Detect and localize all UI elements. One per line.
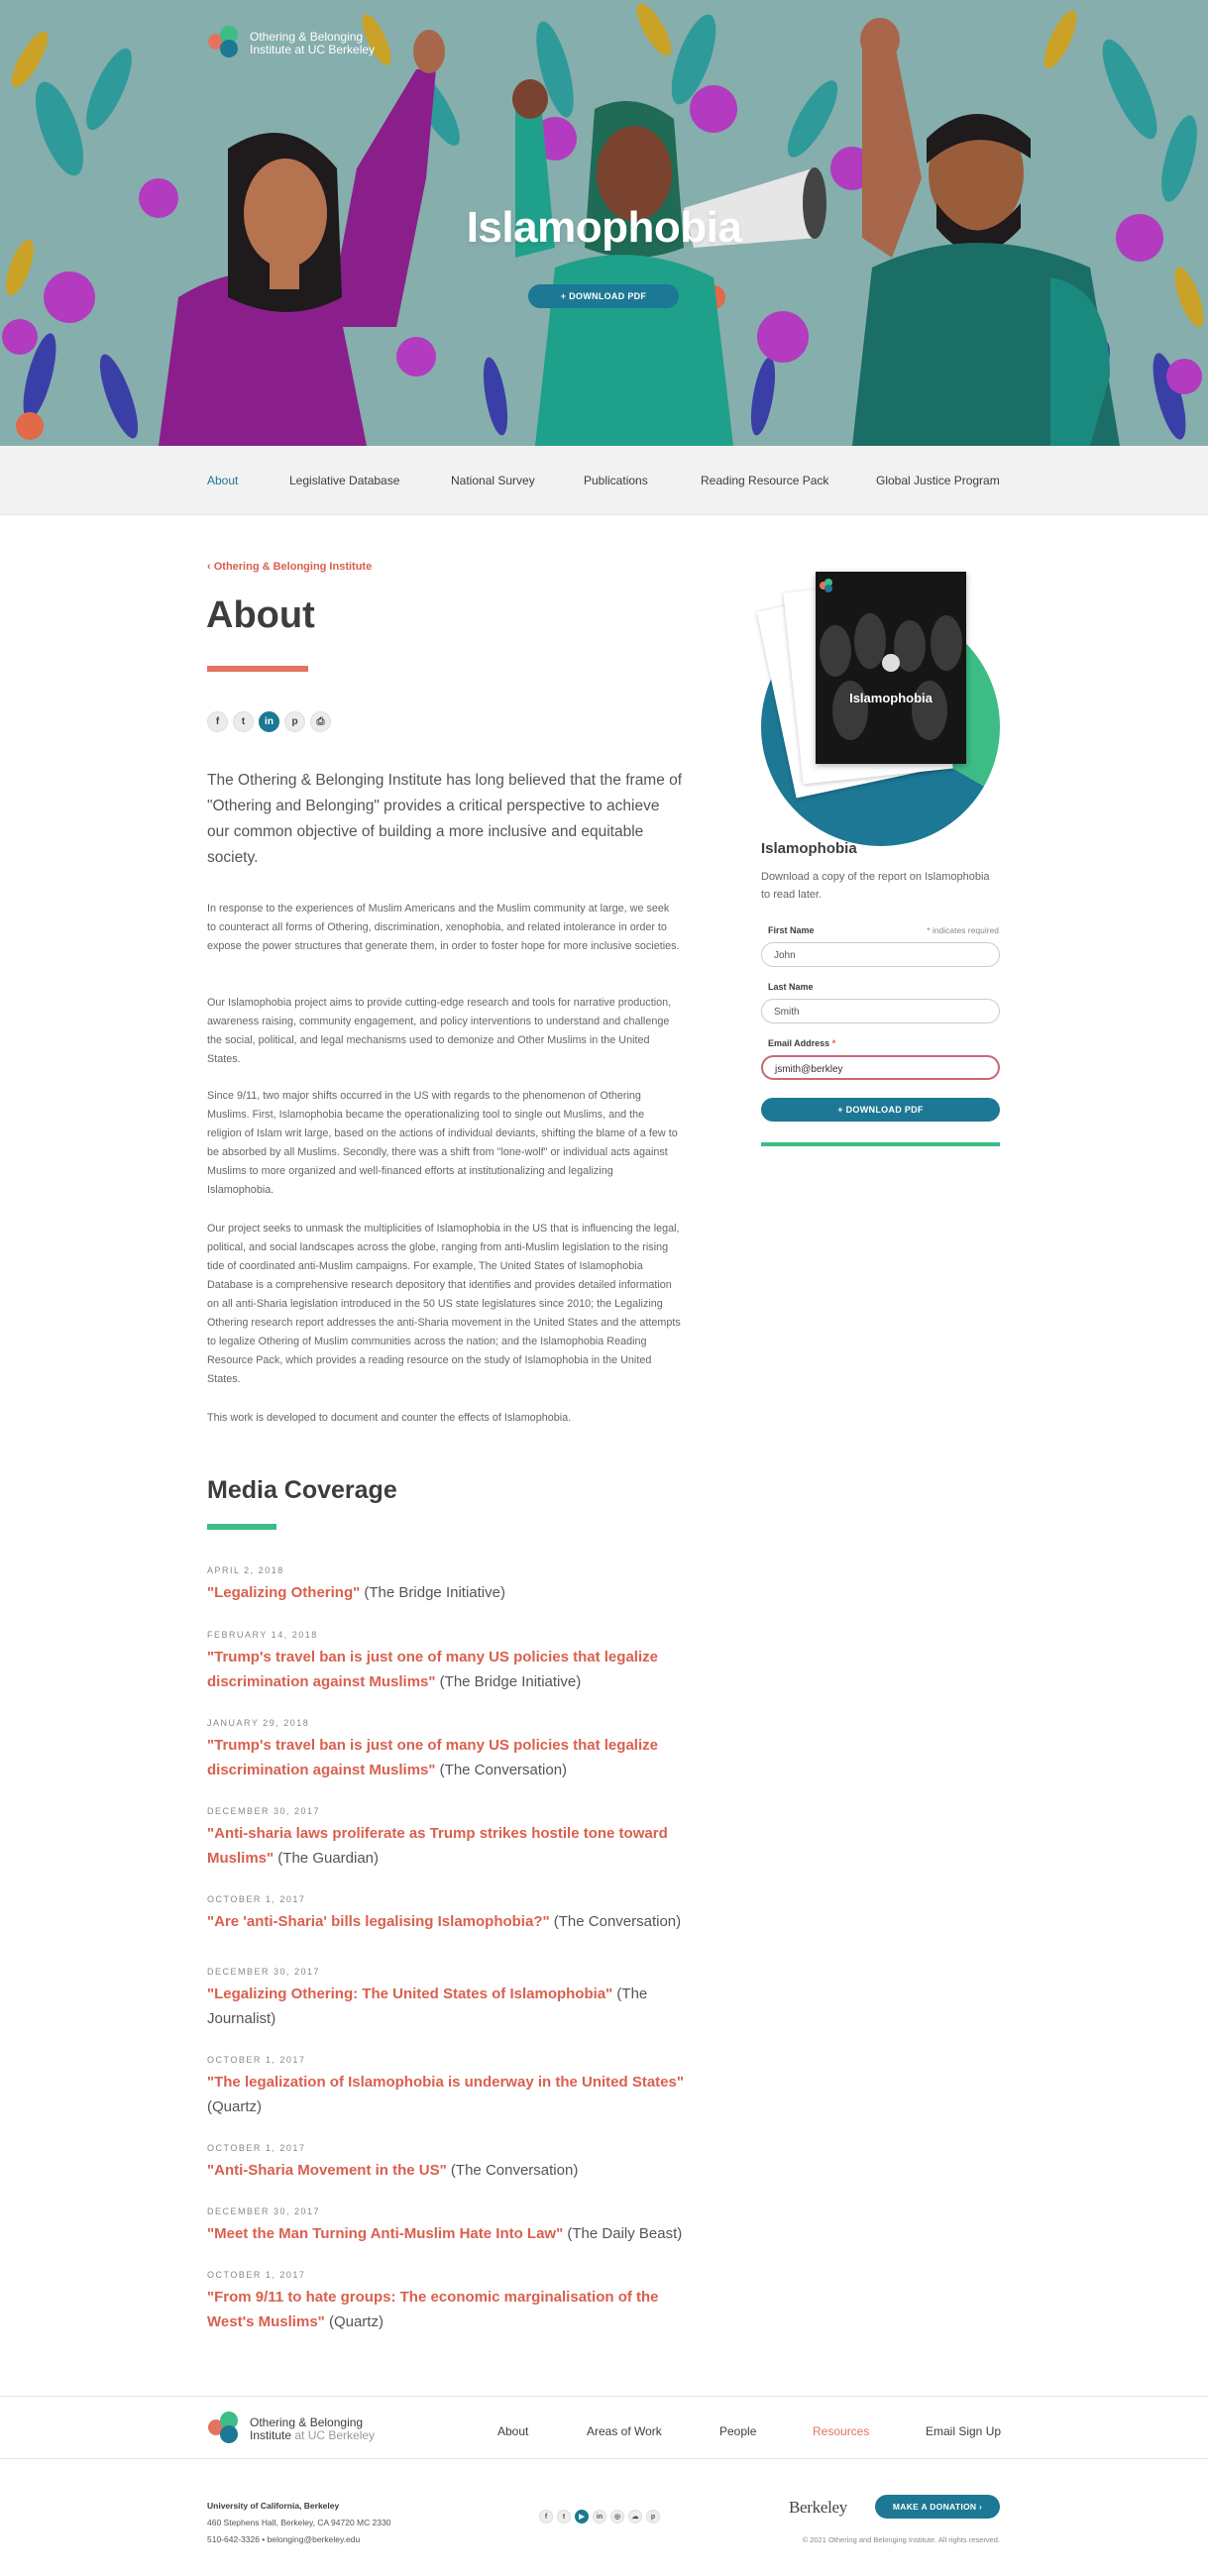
media-link[interactable]: "From 9/11 to hate groups: The economic marginalisation of the West's Muslims" [207,2289,659,2330]
media-source: (The Bridge Initiative) [360,1584,505,1601]
media-item [207,2270,703,2334]
required-star: * [927,925,931,935]
site-logo[interactable] [206,24,375,63]
media-date: OCTOBER 1, 2017 [207,2055,306,2065]
logo-line-2a: Institute [250,43,292,56]
media-source: (The Journalist) [207,1986,648,2027]
print-icon[interactable]: ⎙ [310,711,331,732]
media-item [207,1565,703,1605]
soundcloud-icon[interactable]: ☁ [628,2510,642,2523]
media-source: (The Conversation) [435,1762,568,1778]
first-name-input[interactable]: John [761,942,1000,967]
logo-mark [206,24,246,63]
twitter-icon[interactable]: t [233,711,254,732]
tab-reading-resource-pack[interactable]: Reading Resource Pack [701,474,829,487]
footer-street: 460 Stephens Hall, Berkeley, CA 94720 MC 2330 [207,2518,391,2527]
media-date: DECEMBER 30, 2017 [207,1806,321,1816]
media-link[interactable]: "Legalizing Othering: The United States of Islamophobia" [207,1986,613,2002]
title-underline [207,666,308,672]
body-paragraph-4: Our project seeks to unmask the multiplicities of Islamophobia in the US that is influencing the legal, political, and social landscapes across the globe, ranging from anti-Muslim legislation to the rising tide of coordinated anti-Muslim campaigns. For example, The United States of Islamophobia Database is a comprehensive research depository that identifies and provides detailed information on all anti-Sharia legislation introduced in the 50 US state legislatures since 2010; the Legalizing Othering research report addresses the anti-Sharia movement in the United States and the attempts to legalize Othering of Muslim communities across the nation; and the Islamophobia Reading Resource Pack, which provides a reading resource on the study of Islamophobia in the United States. [207,1223,681,1385]
media-item [207,1894,703,1934]
footer-logo-line-2b: at UC Berkeley [291,2428,376,2442]
sidebar-divider [761,1142,1000,1146]
report-cover[interactable] [816,572,966,764]
lead-paragraph: The Othering & Belonging Institute has long believed that the frame of "Othering and Belonging" provides a critical perspective to achieve our common objective of building a more inclusive and equitable society. [207,772,683,866]
media-link[interactable]: "Legalizing Othering" [207,1584,361,1601]
media-source: (The Guardian) [274,1850,380,1867]
media-date: OCTOBER 1, 2017 [207,2270,306,2280]
hero-title: Islamophobia [466,203,742,252]
footer-nav-bar [0,2396,1208,2459]
last-name-input[interactable]: Smith [761,999,1000,1023]
body-paragraph-2: Our Islamophobia project aims to provide cutting-edge research and tools for narrative production, awareness raising, community engagement, and policy interventions to understand and challenge the social, political, and legal mechanisms used to demonize and Other Muslims in the United States. [207,997,672,1065]
body-paragraph-5: This work is developed to document and counter the effects of Islamophobia. [207,1412,572,1424]
media-link[interactable]: "Trump's travel ban is just one of many US policies that legalize discrimination against Muslims" [207,1737,658,1778]
footer-link-people[interactable]: People [719,2424,757,2438]
footer-logo-line-2a: Institute [250,2428,292,2442]
tab-about[interactable]: About [207,474,239,487]
media-date: DECEMBER 30, 2017 [207,2206,321,2216]
footer-link-email-sign-up[interactable]: Email Sign Up [926,2424,1002,2438]
footer-address [207,2498,391,2548]
share-bar [207,711,331,732]
youtube-icon[interactable]: ▶ [575,2510,589,2523]
facebook-icon[interactable]: f [207,711,228,732]
footer-logo-text [250,2416,375,2442]
hero-download-pdf-button[interactable]: + DOWNLOAD PDF [528,284,679,308]
media-source: (The Conversation) [549,1913,682,1930]
email-required-star: * [829,1038,836,1048]
report-cover-art [816,572,966,764]
footer-link-about[interactable]: About [497,2424,529,2438]
facebook-icon[interactable]: f [539,2510,553,2523]
linkedin-icon[interactable]: in [593,2510,606,2523]
media-date: JANUARY 29, 2018 [207,1718,310,1728]
media-coverage-heading: Media Coverage [207,1476,397,1504]
footer-social [539,2510,660,2523]
sidebar-download-pdf-button[interactable]: + DOWNLOAD PDF [761,1098,1000,1122]
berkeley-logo[interactable]: Berkeley [789,2498,847,2517]
linkedin-icon[interactable]: in [259,711,279,732]
logo-line-1: Othering & Belonging [250,30,364,44]
media-link[interactable]: "Anti-sharia laws proliferate as Trump strikes hostile tone toward Muslims" [207,1825,668,1867]
media-link[interactable]: "Meet the Man Turning Anti-Muslim Hate Into Law" [207,2225,564,2242]
tab-legislative-database[interactable]: Legislative Database [289,474,400,487]
report-cover-title: Islamophobia [849,691,933,705]
media-source: (Quartz) [324,2313,384,2330]
footer-link-resources[interactable]: Resources [813,2424,870,2438]
media-link[interactable]: "Are 'anti-Sharia' bills legalising Islamophobia?" [207,1913,550,1930]
section-nav [0,446,1208,515]
footer-logo-line-1: Othering & Belonging [250,2415,364,2429]
media-link[interactable]: "Anti-Sharia Movement in the US" [207,2162,447,2179]
media-date: DECEMBER 30, 2017 [207,1967,321,1977]
media-link[interactable]: "The legalization of Islamophobia is underway in the United States" [207,2074,684,2091]
logo-line-2b: at UC Berkeley [291,43,376,56]
tab-publications[interactable]: Publications [584,474,648,487]
media-item [207,1806,703,1871]
media-source: (The Conversation) [446,2162,579,2179]
media-item [207,1630,703,1694]
media-date: FEBRUARY 14, 2018 [207,1630,318,1640]
footer-contact[interactable]: 510-642-3326 • belonging@berkeley.edu [207,2534,361,2544]
media-item [207,1718,703,1782]
breadcrumb[interactable]: ‹ Othering & Belonging Institute [207,561,373,573]
media-item [207,2055,703,2119]
body-paragraph-3: Since 9/11, two major shifts occurred in the US with regards to the phenomenon of Othering Muslims. First, Islamophobia became the operationalizing tool to single out Muslims, and the religion of Islam writ large, based on the actions of individual deviants, shifting the blame of a few to be absorbed by all Muslims. Secondly, there was a shift from "lone-wolf" or individual acts against Muslims to more organized and well-financed efforts at institutionalizing and legalizing Islamophobia. [207,1090,678,1196]
media-source: (The Bridge Initiative) [435,1673,582,1690]
tab-national-survey[interactable]: National Survey [451,474,535,487]
media-date: OCTOBER 1, 2017 [207,2143,306,2153]
media-source: (The Daily Beast) [563,2225,683,2242]
media-date: OCTOBER 1, 2017 [207,1894,306,1904]
instagram-icon[interactable]: ◎ [610,2510,624,2523]
media-heading-underline [207,1524,276,1530]
required-note [892,925,999,935]
hero-banner [0,0,1208,446]
first-name-label: First Name [768,925,815,935]
footer-link-areas-of-work[interactable]: Areas of Work [587,2424,662,2438]
media-item [207,2143,703,2183]
email-label-text: Email Address [768,1038,830,1048]
media-link[interactable]: "Trump's travel ban is just one of many US policies that legalize discrimination against Muslims" [207,1649,658,1690]
required-note-text: indicates required [930,925,999,935]
media-source: (Quartz) [207,2098,263,2115]
sidebar-heading: Islamophobia [761,840,857,857]
page-title: About [206,594,315,636]
twitter-icon[interactable]: t [557,2510,571,2523]
tab-global-justice-program[interactable]: Global Justice Program [876,474,1000,487]
media-item [207,2206,703,2246]
email-input[interactable]: jsmith@berkley [761,1055,1000,1080]
media-date: APRIL 2, 2018 [207,1565,284,1575]
logo-text [250,31,375,56]
last-name-label: Last Name [768,982,814,992]
pinterest-icon[interactable]: p [646,2510,660,2523]
body-paragraph-1: In response to the experiences of Muslim Americans and the Muslim community at large, we seek to counteract all forms of Othering, discrimination, xenophobia, and related intolerance in order to expose the power structures that generate them, in order to foster hope for more inclusive societies. [207,903,680,952]
media-item [207,1967,703,2031]
footer-logo[interactable] [206,2410,375,2449]
donate-button[interactable]: MAKE A DONATION › [875,2495,1000,2519]
copyright: © 2021 Othering and Belonging Institute. All rights reserved. [802,2535,1000,2544]
footer-org-name: University of California, Berkeley [207,2501,340,2511]
pinterest-icon[interactable]: p [284,711,305,732]
email-label [768,1038,835,1048]
sidebar-description: Download a copy of the report on Islamophobia to read later. [761,871,990,901]
footer-logo-mark [206,2410,246,2449]
